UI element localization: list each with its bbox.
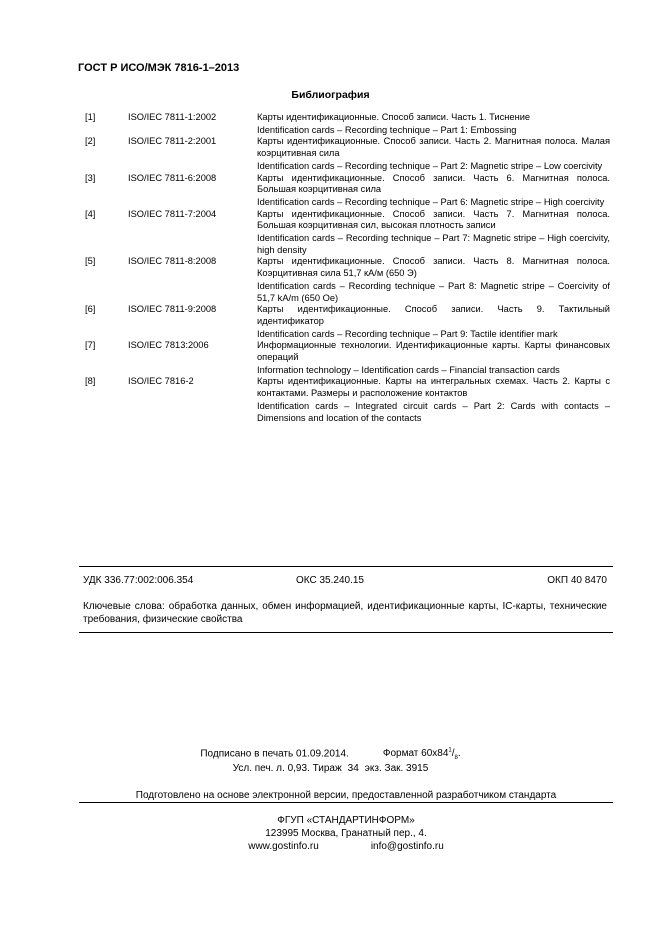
bibliography-entry xyxy=(83,173,610,209)
entry-title-en: Identification cards – Recording technique – Part 1: Embossing xyxy=(257,124,517,135)
entry-title-ru: Информационные технологии. Идентификационные карты. Карты финансовых операций xyxy=(257,340,610,363)
oks-code: ОКС 35.240.15 xyxy=(296,575,364,586)
classification-codes xyxy=(83,575,607,588)
entry-ref: [4] xyxy=(85,208,96,219)
publisher-address: 123995 Москва, Гранатный пер., 4. xyxy=(265,828,427,839)
entry-title-en: Identification cards – Recording technique – Part 2: Magnetic stripe – Low coercivity xyxy=(257,160,603,171)
publisher-email: info@gostinfo.ru xyxy=(370,841,444,852)
divider-bottom xyxy=(79,632,613,633)
udk-code: УДК 336.77:002:006.354 xyxy=(83,575,194,586)
entry-description xyxy=(257,112,610,136)
entry-ref: [3] xyxy=(85,172,96,183)
entry-description xyxy=(257,376,610,424)
paper-format: Формат $60x84^1/_8$. xyxy=(382,748,461,762)
entry-title-ru: Карты идентификационные. Способ записи. Часть 6. Магнитная полоса. Большая коэрцитивная сила xyxy=(257,172,610,195)
bibliography-entry xyxy=(83,209,610,257)
keywords: Ключевые слова: обработка данных, обмен информацией, идентификационные карты, IC-карты, технические требования, физические свойства xyxy=(83,601,607,625)
entry-title-en: Identification cards – Recording technique – Part 6: Magnetic stripe – High coercivity xyxy=(257,196,605,207)
entry-title-ru: Карты идентификационные. Способ записи. Часть 9. Тактильный идентификатор xyxy=(257,304,610,326)
print-order: экз. Зак. 3915 xyxy=(364,763,429,774)
entry-title-ru: Карты идентификационные. Способ записи. Часть 2. Магнитная полоса. Малая коэрцитивная сила xyxy=(257,136,610,159)
document-code: ГОСТ Р ИСО/МЭК 7816-1–2013 xyxy=(78,62,240,74)
print-details-line xyxy=(0,763,661,774)
entry-ref: [7] xyxy=(85,340,96,351)
print-sheets: Усл. печ. л. 0,93. xyxy=(232,763,310,774)
entry-title-ru: Карты идентификационные. Карты на интегральных схемах. Часть 2. Карты с контактами. Размеры и расположение контактов xyxy=(257,376,610,399)
entry-description xyxy=(257,209,610,257)
entry-ref: [8] xyxy=(85,376,96,387)
entry-description xyxy=(257,173,610,209)
bibliography-title: Библиография xyxy=(291,89,370,101)
entry-standard: ISO/IEC 7811-2:2001 xyxy=(128,136,217,147)
divider-top xyxy=(79,566,613,567)
entry-description xyxy=(257,304,610,340)
entry-ref: [1] xyxy=(85,112,96,122)
entry-description xyxy=(257,256,610,304)
signed-date: Подписано в печать 01.09.2014. xyxy=(200,748,349,760)
bibliography-entry xyxy=(83,256,610,304)
print-signed-line xyxy=(0,748,661,761)
bibliography-list xyxy=(83,112,610,424)
publisher-name: ФГУП «СТАНДАРТИНФОРМ» xyxy=(277,815,415,826)
entry-standard: ISO/IEC 7811-1:2002 xyxy=(128,112,217,122)
entry-title-en: Identification cards – Recording technique – Part 9: Tactile identifier mark xyxy=(257,328,558,339)
print-copies-label: Тираж xyxy=(312,763,342,774)
entry-title-en: Identification cards – Integrated circuit cards – Part 2: Cards with contacts – Dimensions and location of the contacts xyxy=(257,400,610,423)
okp-code: ОКП 40 8470 xyxy=(547,575,607,586)
publisher-contacts xyxy=(0,841,661,852)
entry-standard: ISO/IEC 7811-8:2008 xyxy=(128,256,217,267)
bibliography-entry xyxy=(83,304,610,340)
entry-title-en: Identification cards – Recording technique – Part 8: Magnetic stripe – Coercivity of 51,7 kA/m (650 Oe) xyxy=(257,280,610,303)
bibliography-entry xyxy=(83,376,610,424)
entry-title-en: Information technology – Identification cards – Financial transaction cards xyxy=(257,364,560,375)
divider-imprint xyxy=(79,802,613,803)
entry-ref: [2] xyxy=(85,136,96,147)
entry-standard: ISO/IEC 7811-7:2004 xyxy=(128,208,217,219)
entry-standard: ISO/IEC 7811-9:2008 xyxy=(128,304,217,315)
publisher-site: www.gostinfo.ru xyxy=(248,841,319,852)
print-copies-number: 34 xyxy=(347,763,359,774)
entry-title-ru: Карты идентификационные. Способ записи. Часть 8. Магнитная полоса. Коэрцитивная сила 51,7 кА/м (650 Э) xyxy=(257,256,610,279)
entry-description xyxy=(257,136,610,172)
entry-standard: ISO/IEC 7813:2006 xyxy=(128,340,209,351)
entry-ref: [5] xyxy=(85,256,96,267)
entry-standard: ISO/IEC 7816-2 xyxy=(128,376,194,387)
entry-title-ru: Карты идентификационные. Способ записи. Часть 1. Тиснение xyxy=(257,112,531,122)
entry-description xyxy=(257,340,610,376)
bibliography-entry xyxy=(83,136,610,172)
prepared-note: Подготовлено на основе электронной версии, предоставленной разработчиком стандарта xyxy=(135,790,557,801)
entry-title-ru: Карты идентификационные. Способ записи. Часть 7. Магнитная полоса. Большая коэрцитивная сил, высокая плотность записи xyxy=(257,208,610,231)
entry-title-en: Identification cards – Recording technique – Part 7: Magnetic stripe – High coercivity, high density xyxy=(257,233,610,255)
bibliography-entry xyxy=(83,340,610,376)
entry-standard: ISO/IEC 7811-6:2008 xyxy=(128,172,217,183)
bibliography-entry xyxy=(83,112,610,136)
entry-ref: [6] xyxy=(85,304,96,315)
